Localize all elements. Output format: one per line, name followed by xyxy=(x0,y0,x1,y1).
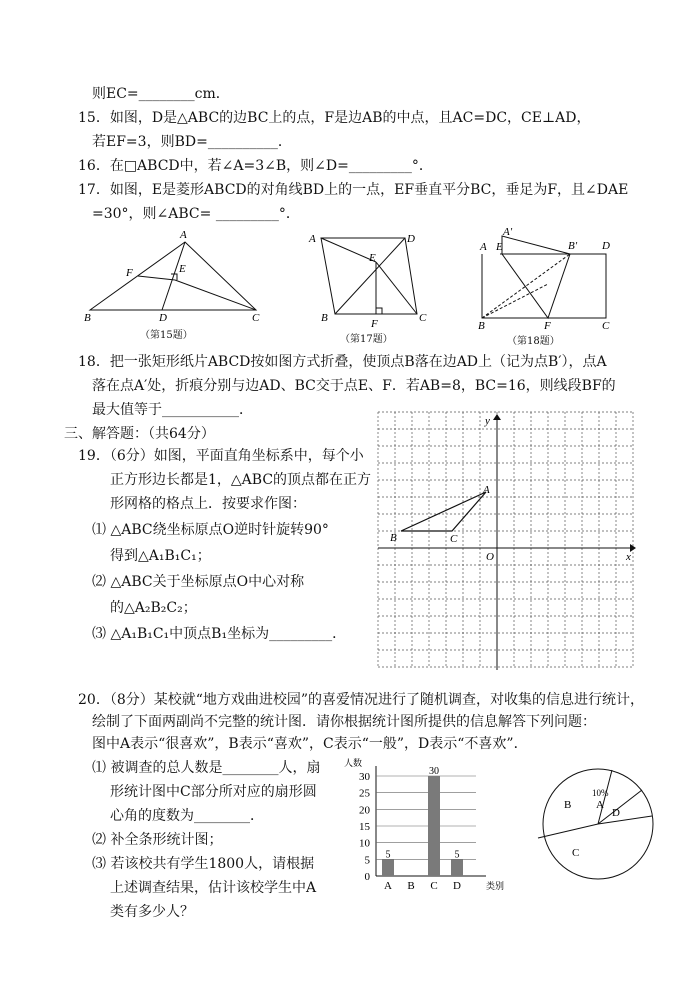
q20-item-3: ⑶ 若该校共有学生1800人，请根据 xyxy=(92,856,315,872)
fig17-ec xyxy=(376,262,417,314)
fig18-label-a: A xyxy=(480,241,487,253)
q20-item-1c: 心角的度数为________． xyxy=(110,808,264,824)
bar-chart-xlabel: 类别 xyxy=(486,881,505,891)
q18-text-3: 最大值等于___________． xyxy=(92,402,253,418)
fig15-label-e: E xyxy=(179,263,186,275)
grid-label-a: A xyxy=(483,484,490,496)
q16-text: 16．在□ABCD中，若∠A=3∠B，则∠D=_________°． xyxy=(78,158,433,174)
q17-text: 17．如图，E是菱形ABCD的对角线BD上的一点，EF垂直平分BC，垂足为F，且∠DAE xyxy=(78,182,629,198)
figure-18 xyxy=(472,226,622,332)
fig18-label-bp: B′ xyxy=(568,240,578,252)
q20-item-1b: 形统计图中C部分所对应的扇形圆 xyxy=(110,784,317,800)
fig15-ad xyxy=(162,242,185,310)
fig15-label-a: A xyxy=(180,229,187,241)
q19-item-2: ⑵ △ABC关于坐标原点O中心对称 xyxy=(92,574,305,590)
grid-label-c: C xyxy=(450,533,458,545)
bar-chart-ytick-label: 15 xyxy=(359,821,370,833)
fig17-label-e: E xyxy=(369,252,376,264)
triangle-abc xyxy=(401,492,486,531)
bar-chart-data-label: 5 xyxy=(454,849,460,861)
bar-chart-data-label: 5 xyxy=(385,849,391,861)
q18-text-2: 落在点A′处，折痕分别与边AD、BC交于点E、F．若AB=8，BC=16，则线段BF的 xyxy=(92,378,616,394)
fig15-label-d: D xyxy=(159,312,167,324)
caption-15: （第15题） xyxy=(140,330,193,341)
bar-chart-ytick-label: 30 xyxy=(359,771,370,783)
fig15-label-c: C xyxy=(252,312,260,324)
fig17-right-angle xyxy=(376,308,382,314)
fig18-label-f: F xyxy=(544,320,551,332)
fig17-label-d: D xyxy=(407,233,415,245)
bar-chart-category-label: A xyxy=(384,880,392,892)
fig17-label-f: F xyxy=(371,318,378,330)
q20-item-1: ⑴ 被调查的总人数是________人，扇 xyxy=(92,760,321,776)
fig15-ef xyxy=(138,276,175,280)
q15-text: 15．如图，D是△ABC的边BC上的点，F是边AB的中点，且AC=DC，CE⊥AD， xyxy=(78,110,591,126)
q19-text-2: 正方形边长都是1，△ABC的顶点都在正方 xyxy=(110,472,372,488)
q17-text-2: =30°，则∠ABC= _________°． xyxy=(92,206,300,222)
grid-label-b: B xyxy=(390,532,397,544)
q20-item-2: ⑵ 补全条形统计图； xyxy=(92,832,223,848)
fig17-rhombus xyxy=(321,238,417,314)
q19-item-1b: 得到△A₁B₁C₁； xyxy=(110,548,211,564)
x-axis-label: x xyxy=(626,551,631,563)
bar-chart-ytick-label: 0 xyxy=(364,871,370,883)
bar-chart-data-label: 30 xyxy=(429,766,439,777)
y-axis-arrow xyxy=(493,414,501,420)
bar-chart-category-label: D xyxy=(453,880,461,892)
pie-chart xyxy=(532,768,672,888)
caption-17: （第17题） xyxy=(340,334,393,345)
q18-text: 18．把一张矩形纸片ABCD按如图方式折叠，使顶点B落在边AD上（记为点B′），点A xyxy=(78,354,607,370)
pie-label-a: A xyxy=(596,799,604,811)
fig18-label-d: D xyxy=(602,240,610,252)
fig18-folded-part xyxy=(502,236,570,318)
fig17-label-a: A xyxy=(309,233,316,245)
fig15-label-b: B xyxy=(84,312,91,324)
pie-divider-bc xyxy=(538,824,598,838)
bar-chart-bar xyxy=(451,859,463,876)
q20-item-3b: 上述调查结果，估计该校学生中A xyxy=(110,880,317,896)
fig15-ce xyxy=(175,280,256,310)
pie-label-a-percent: 10% xyxy=(592,788,609,798)
q19-item-2b: 的△A₂B₂C₂； xyxy=(110,600,197,616)
fig15-label-f: F xyxy=(126,267,133,279)
figure-17 xyxy=(305,228,435,328)
fig18-label-e: E xyxy=(496,241,503,253)
bar-chart-category-label: C xyxy=(430,880,438,892)
fig17-ae xyxy=(321,238,376,262)
origin-label: O xyxy=(486,551,494,563)
q19-text-1: 19．（6分）如图，平面直角坐标系中，每个小 xyxy=(78,448,364,464)
bar-chart-bar xyxy=(428,776,440,876)
q20-text-2: 绘制了下面两副尚不完整的统计图．请你根据统计图所提供的信息解答下列问题： xyxy=(92,714,596,730)
bar-chart-ytick-label: 25 xyxy=(359,787,370,800)
line-14-end: 则EC=________cm． xyxy=(92,86,230,102)
bar-chart-ylabel: 人数 xyxy=(344,758,363,768)
fig18-label-ap: A′ xyxy=(503,226,513,238)
fig17-label-b: B xyxy=(321,312,328,324)
pie-label-d: D xyxy=(612,807,620,819)
coordinate-grid xyxy=(378,412,638,672)
fig18-label-b: B xyxy=(478,320,485,332)
q20-text-1: 20．（8分）某校就“地方戏曲进校园”的喜爱情况进行了随机调查，对收集的信息进行统计， xyxy=(78,692,645,708)
pie-label-c: C xyxy=(572,847,580,859)
bar-chart-ytick-label: 10 xyxy=(359,837,370,850)
q19-item-3: ⑶ △A₁B₁C₁中顶点B₁坐标为_________． xyxy=(92,626,347,642)
figure-15 xyxy=(80,228,270,328)
bar-chart-category-label: B xyxy=(407,880,415,892)
q19-text-3: 形网格的格点上．按要求作图： xyxy=(110,496,306,512)
caption-18: （第18题） xyxy=(507,336,560,347)
fig17-bd xyxy=(335,238,405,314)
fig18-label-c: C xyxy=(602,320,610,332)
fig18-bb-dashed xyxy=(482,254,570,318)
q15-text-2: 若EF=3，则BD=__________． xyxy=(92,134,292,150)
section-3-title: 三、解答题：（共64分） xyxy=(64,426,215,442)
bar-chart-ytick-label: 5 xyxy=(364,854,370,867)
bar-chart-ytick-label: 20 xyxy=(359,804,370,817)
q19-item-1: ⑴ △ABC绕坐标原点O逆时针旋转90° xyxy=(92,522,329,538)
fig18-fold-dashed xyxy=(482,284,548,318)
bar-chart-bar xyxy=(382,859,394,876)
y-axis-label: y xyxy=(485,415,490,427)
bar-chart xyxy=(340,760,510,895)
pie-label-b: B xyxy=(564,799,572,811)
q20-text-3: 图中A表示“很喜欢”，B表示“喜欢”，C表示“一般”，D表示“不喜欢”． xyxy=(92,736,528,752)
q20-item-3c: 类有多少人？ xyxy=(110,904,194,920)
fig17-label-c: C xyxy=(419,312,427,324)
